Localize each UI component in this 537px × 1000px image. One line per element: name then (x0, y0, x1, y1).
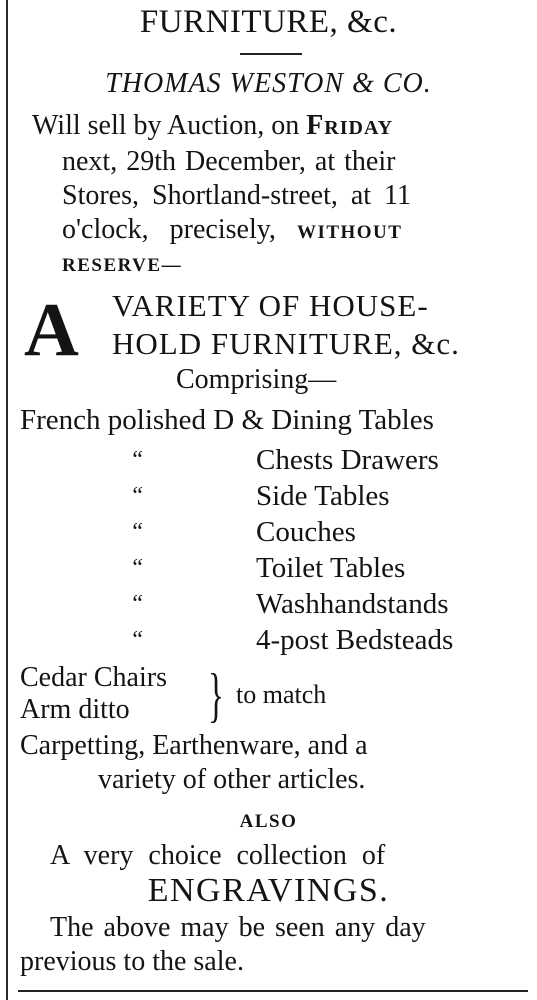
intro-line-2: next, 29th December, at their (62, 146, 396, 177)
list-item: Chests Drawers (256, 444, 439, 476)
ditto-mark: “ (130, 519, 144, 545)
to-match-note: to match (236, 680, 327, 709)
comprising-label: Comprising— (176, 364, 337, 395)
reserve-label: RESERVE— (62, 255, 183, 276)
intro-line-3: Stores, Shortland-street, at 11 (62, 180, 412, 211)
ditto-mark: “ (130, 591, 144, 617)
ditto-mark: “ (130, 627, 144, 653)
sale-day: Friday (306, 110, 394, 141)
list-item: Side Tables (256, 480, 390, 512)
closing-line-2: previous to the sale. (20, 946, 244, 977)
list-item: Couches (256, 516, 356, 548)
list-item: Washhandstands (256, 588, 449, 620)
chairs-line-2: Arm ditto (20, 694, 130, 725)
ditto-mark: “ (130, 555, 144, 581)
closing-line-1: The above may be seen any day (50, 912, 426, 943)
auctioneer-name: THOMAS WESTON & CO. (105, 68, 432, 99)
misc-line-2: variety of other articles. (98, 764, 366, 795)
intro-line-4-text: o'clock, precisely, (62, 214, 276, 245)
drop-cap: A (24, 288, 79, 372)
ad-heading: FURNITURE, &c. (139, 4, 398, 40)
lead-line-1: VARIETY OF HOUSE- (112, 288, 429, 323)
intro-line-1-text: Will sell by Auction, on (32, 110, 307, 141)
without-label: WITHOUT (296, 222, 403, 243)
ditto-mark: “ (130, 483, 144, 509)
intro-line-1 (32, 112, 393, 140)
ditto-mark: “ (130, 447, 144, 473)
chairs-line-1: Cedar Chairs (20, 662, 167, 693)
column-rule (6, 0, 8, 1000)
grouping-brace: } (208, 662, 224, 728)
misc-line-1: Carpetting, Earthenware, and a (20, 730, 368, 761)
heading-divider (240, 53, 302, 55)
collection-line: A very choice collection of (50, 840, 386, 871)
also-label: ALSO (239, 811, 298, 832)
list-item: Toilet Tables (256, 552, 406, 584)
lead-line-2: HOLD FURNITURE, &c. (112, 326, 460, 361)
first-item: French polished D & Dining Tables (20, 404, 434, 436)
engravings-label: ENGRAVINGS. (147, 872, 390, 909)
intro-line-4 (62, 216, 402, 244)
list-item: 4-post Bedsteads (256, 624, 454, 656)
bottom-rule (18, 990, 528, 992)
